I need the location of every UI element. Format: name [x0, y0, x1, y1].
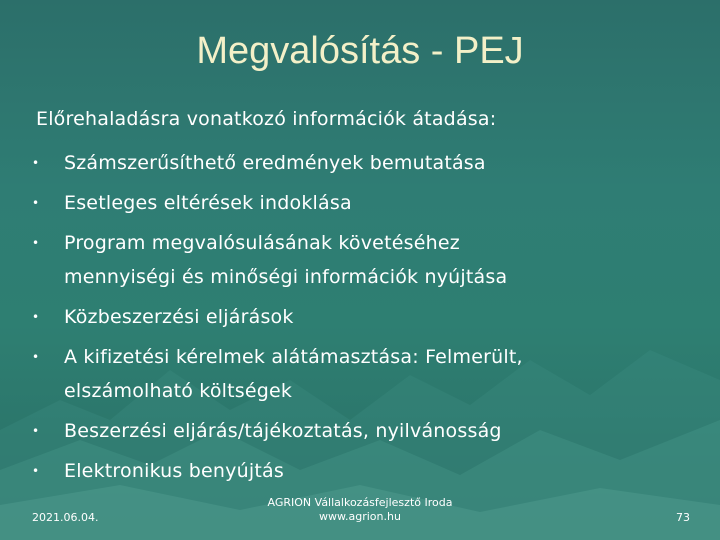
- bullet-item: [30, 454, 700, 488]
- bullet-icon: •: [32, 424, 40, 438]
- bullet-text: Számszerűsíthető eredmények bemutatása: [64, 152, 486, 174]
- bullet-text-continuation: mennyiségi és minőségi információk nyújtása: [64, 266, 508, 288]
- bullet-text: A kifizetési kérelmek alátámasztása: Felmerült,: [64, 346, 523, 368]
- bullet-list: [30, 146, 700, 494]
- bullet-item: [30, 226, 700, 294]
- bullet-item: [30, 300, 700, 334]
- bullet-text-continuation: elszámolható költségek: [64, 380, 293, 402]
- footer-org-info: [240, 496, 480, 524]
- slide-subtitle: Előrehaladásra vonatkozó információk átadása:: [36, 108, 497, 130]
- bullet-text: Közbeszerzési eljárások: [64, 306, 294, 328]
- bullet-item: [30, 414, 700, 448]
- page-number: 73: [676, 511, 690, 524]
- bullet-icon: •: [32, 156, 40, 170]
- footer-org-name: AGRION Vállalkozásfejlesztő Iroda: [267, 496, 453, 509]
- bullet-text: Beszerzési eljárás/tájékoztatás, nyilvánosság: [64, 420, 502, 442]
- bullet-icon: •: [32, 464, 40, 478]
- bullet-item: [30, 340, 700, 408]
- bullet-text: Esetleges eltérések indoklása: [64, 192, 352, 214]
- footer-date: 2021.06.04.: [32, 511, 99, 524]
- slide-title: Megvalósítás - PEJ: [196, 30, 524, 72]
- footer-website: www.agrion.hu: [319, 510, 401, 523]
- bullet-icon: •: [32, 236, 40, 250]
- bullet-item: [30, 146, 700, 180]
- bullet-icon: •: [32, 196, 40, 210]
- bullet-item: [30, 186, 700, 220]
- bullet-icon: •: [32, 310, 40, 324]
- bullet-text: Program megvalósulásának követéséhez: [64, 232, 460, 254]
- bullet-icon: •: [32, 350, 40, 364]
- bullet-text: Elektronikus benyújtás: [64, 460, 284, 482]
